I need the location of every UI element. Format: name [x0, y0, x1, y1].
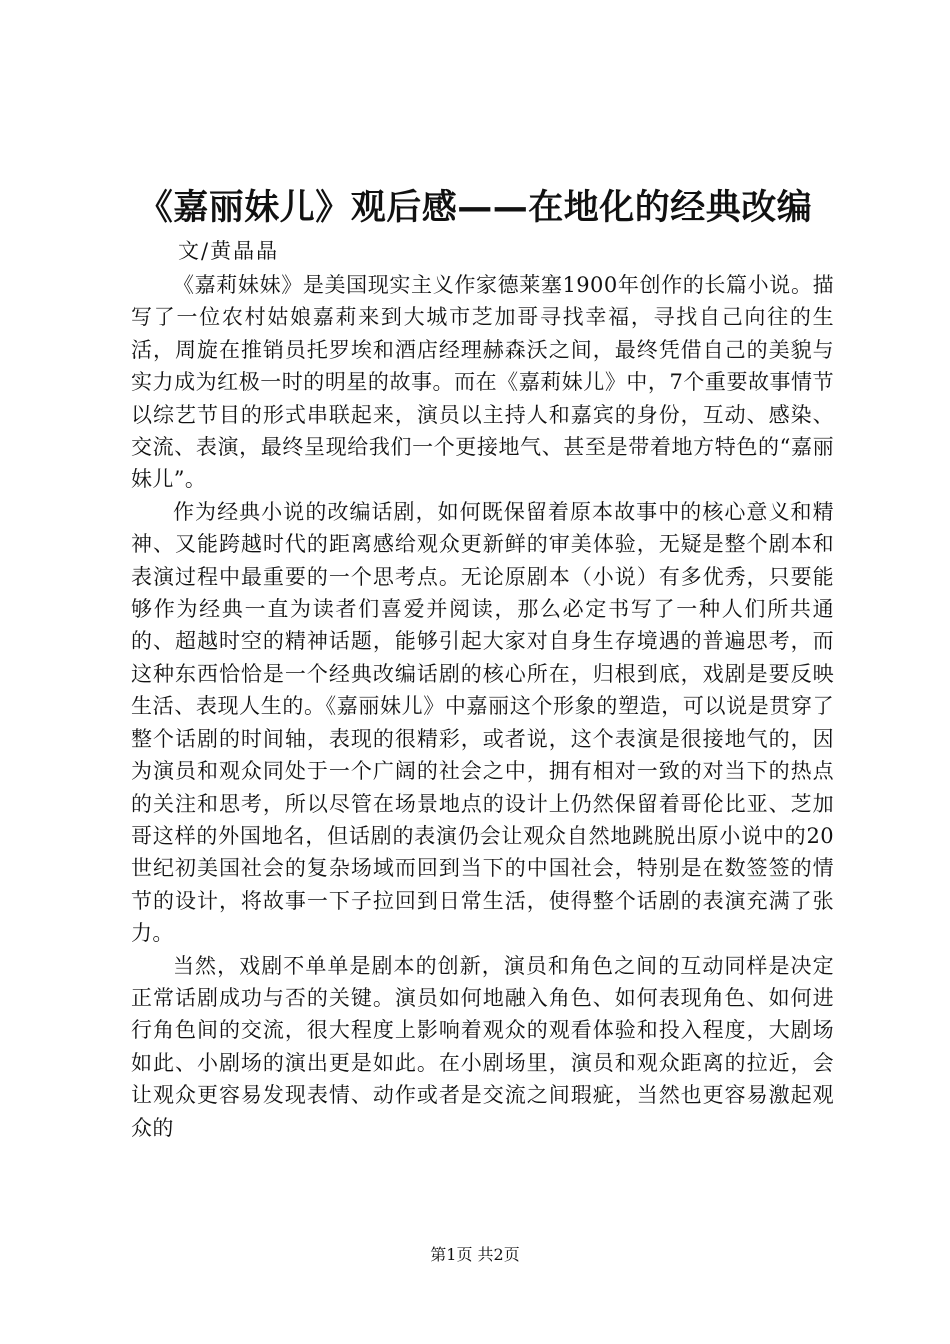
paragraph: 当然，戏剧不单单是剧本的创新，演员和角色之间的互动同样是决定正常话剧成功与否的关键。演员如何地融入角色、如何表现角色、如何进行角色间的交流，很大程度上影响着观众的观看体验和投入程度，大剧场如此、小剧场的演出更是如此。在小剧场里，演员和观众距离的拉近，会让观众更容易发现表情、动作或者是交流之间瑕疵，当然也更容易激起观众的 — [131, 953, 834, 1140]
paragraph: 作为经典小说的改编话剧，如何既保留着原本故事中的核心意义和精神、又能跨越时代的距离感给观众更新鲜的审美体验，无疑是整个剧本和表演过程中最重要的一个思考点。无论原剧本（小说）有多优秀，只要能够作为经典一直为读者们喜爱并阅读，那么必定书写了一种人们所共通的、超越时空的精神话题，能够引起大家对自身生存境遇的普遍思考，而这种东西恰恰是一个经典改编话剧的核心所在，归根到底，戏剧是要反映生活、表现人生的。《嘉丽妹儿》中嘉丽这个形象的塑造，可以说是贯穿了整个话剧的时间轴，表现的很精彩，或者说，这个表演是很接地气的，因为演员和观众同处于一个广阔的社会之中，拥有相对一致的对当下的热点的关注和思考，所以尽管在场景地点的设计上仍然保留着哥伦比亚、芝加哥这样的外国地名，但话剧的表演仍会让观众自然地跳脱出原小说中的20世纪初美国社会的复杂场域而回到当下的中国社会，特别是在数签签的情节的设计，将故事一下子拉回到日常生活，使得整个话剧的表演充满了张力。 — [131, 499, 834, 946]
article-body — [131, 269, 834, 1144]
document-title: 《嘉丽妹儿》观后感——在地化的经典改编 — [137, 188, 813, 228]
author-byline: 文/黄晶晶 — [178, 239, 280, 263]
paragraph: 《嘉莉妹妹》是美国现实主义作家德莱塞1900年创作的长篇小说。描写了一位农村姑娘嘉莉来到大城市芝加哥寻找幸福，寻找自己向往的生活，周旋在推销员托罗埃和酒店经理赫森沃之间，最终凭借自己的美貌与实力成为红极一时的明星的故事。而在《嘉莉妹儿》中，7个重要故事情节以综艺节目的形式串联起来，演员以主持人和嘉宾的身份，互动、感染、交流、表演，最终呈现给我们一个更接地气、甚至是带着地方特色的“嘉丽妹儿”。 — [131, 273, 834, 492]
page-footer: 第1页 共2页 — [430, 1245, 520, 1264]
